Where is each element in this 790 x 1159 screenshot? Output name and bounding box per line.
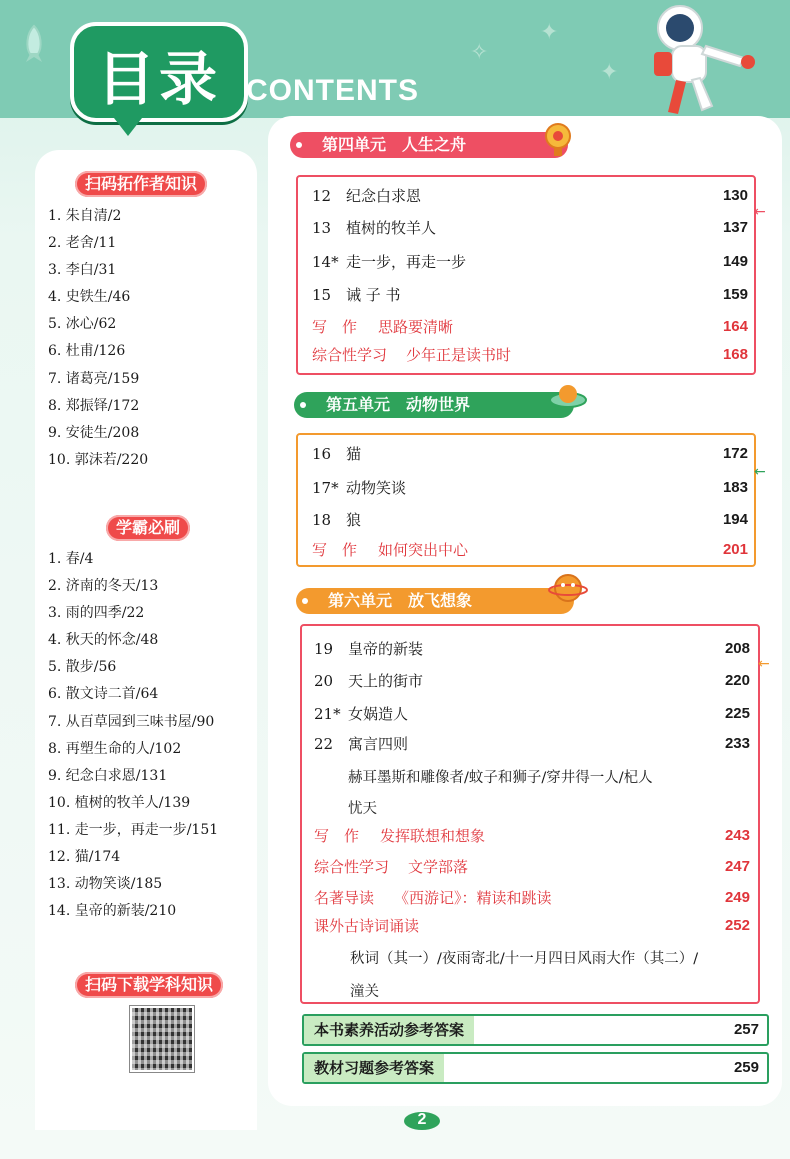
lesson-row[interactable] xyxy=(312,214,748,242)
unit-title: 人生之舟 xyxy=(402,135,467,154)
contents-subtitle: CONTENTS xyxy=(246,74,419,107)
scan-download-knowledge-label[interactable]: 扫码下载学科知识 xyxy=(75,972,223,998)
page-title: 目录 xyxy=(96,45,221,113)
top-student-practice-label[interactable]: 学霸必刷 xyxy=(106,515,190,541)
unit-4-header xyxy=(290,132,568,158)
scan-author-knowledge-label[interactable]: 扫码拓作者知识 xyxy=(75,171,207,197)
lesson-row[interactable] xyxy=(312,182,748,210)
list-item: 3. 雨的四季/22 xyxy=(48,605,145,622)
extra-label: 综合性学习 xyxy=(314,858,390,876)
extra-label: 写 作 xyxy=(314,827,360,845)
title-bubble xyxy=(70,22,248,122)
star-icon: ✦ xyxy=(600,60,619,85)
extra-label: 写 作 xyxy=(312,318,358,336)
unit-title: 放飞想象 xyxy=(408,591,473,610)
page-folio: 2 xyxy=(404,1112,440,1130)
list-item: 13. 动物笑谈/185 xyxy=(48,876,163,893)
page-number: 137 xyxy=(722,219,748,236)
lesson-number: 13 xyxy=(312,219,332,237)
classic-reading-row[interactable] xyxy=(314,884,750,912)
lesson-number: 14* xyxy=(312,253,339,271)
lesson-title: 天上的街市 xyxy=(348,672,424,690)
answer-row[interactable] xyxy=(302,1014,769,1046)
lesson-row[interactable] xyxy=(312,506,748,534)
unit-name: 第四单元 xyxy=(322,135,387,154)
lesson-row[interactable] xyxy=(312,474,748,502)
satellite-icon xyxy=(540,118,576,158)
lesson-number: 17* xyxy=(312,479,339,497)
writing-row[interactable] xyxy=(312,313,748,341)
list-item: 10. 植树的牧羊人/139 xyxy=(48,794,191,811)
list-item: 8. 再塑生命的人/102 xyxy=(48,740,182,757)
page-number: 225 xyxy=(724,705,750,722)
qr-code[interactable] xyxy=(130,1006,194,1072)
star-icon: ✦ xyxy=(540,20,559,45)
planet-icon xyxy=(548,568,588,610)
page-number: 243 xyxy=(724,827,750,844)
lesson-number: 19 xyxy=(314,640,334,658)
unit-5-header xyxy=(294,392,574,418)
page-number: 183 xyxy=(722,479,748,496)
list-item: 8. 郑振铎/172 xyxy=(48,397,140,414)
extra-title: 文学部落 xyxy=(408,858,469,876)
unit-title: 动物世界 xyxy=(406,395,471,414)
lesson-title: 走一步，再走一步 xyxy=(346,253,467,271)
extra-label: 综合性学习 xyxy=(312,346,388,364)
lesson-row[interactable] xyxy=(312,281,748,309)
writing-row[interactable] xyxy=(314,822,750,850)
extra-label: 写 作 xyxy=(312,541,358,559)
practice-list xyxy=(48,546,218,925)
page-number: 252 xyxy=(724,917,750,934)
list-item: 1. 春/4 xyxy=(48,551,94,567)
ufo-icon xyxy=(548,378,588,414)
list-item: 2. 济南的冬天/13 xyxy=(48,578,159,595)
list-item: 6. 杜甫/126 xyxy=(48,343,126,360)
lesson-row[interactable] xyxy=(314,635,750,663)
arrow-left-icon: ← xyxy=(754,464,766,480)
page-number: 164 xyxy=(722,318,748,335)
lesson-row[interactable] xyxy=(314,667,750,695)
extra-title: 少年正是读书时 xyxy=(406,346,512,364)
list-item: 14. 皇帝的新装/210 xyxy=(48,903,177,920)
page-number: 249 xyxy=(724,889,750,906)
author-list xyxy=(48,203,148,474)
lesson-number: 20 xyxy=(314,672,334,690)
page-number: 259 xyxy=(733,1059,759,1076)
page-number: 201 xyxy=(722,541,748,558)
answer-label: 本书素养活动参考答案 xyxy=(304,1016,474,1044)
rocket-icon xyxy=(12,22,56,66)
list-item: 9. 安徒生/208 xyxy=(48,424,140,441)
list-item: 2. 老舍/11 xyxy=(48,235,117,252)
lesson-number: 21* xyxy=(314,705,341,723)
lesson-title: 植树的牧羊人 xyxy=(346,219,437,237)
list-item: 12. 猫/174 xyxy=(48,849,121,866)
list-item: 6. 散文诗二首/64 xyxy=(48,686,159,703)
lesson-row[interactable] xyxy=(312,440,748,468)
list-item: 5. 散步/56 xyxy=(48,659,117,676)
lesson-title: 诫 子 书 xyxy=(346,286,401,304)
unit-name: 第六单元 xyxy=(328,591,393,610)
answer-row[interactable] xyxy=(302,1052,769,1084)
lesson-row[interactable] xyxy=(312,248,748,276)
comprehensive-study-row[interactable] xyxy=(314,853,750,881)
extra-poems-row[interactable] xyxy=(314,912,750,940)
lesson-number: 15 xyxy=(312,286,332,304)
list-item: 7. 从百草园到三味书屋/90 xyxy=(48,713,215,730)
list-item: 7. 诸葛亮/159 xyxy=(48,370,140,387)
lesson-title: 寓言四则 xyxy=(348,735,409,753)
page-number: 130 xyxy=(722,187,748,204)
poems-list-continued: 潼关 xyxy=(350,984,379,1000)
lesson-number: 22 xyxy=(314,735,334,753)
lesson-title: 狼 xyxy=(346,511,362,529)
unit-6-header xyxy=(296,588,574,614)
list-item: 5. 冰心/62 xyxy=(48,316,117,333)
extra-title: 发挥联想和想象 xyxy=(380,827,486,845)
extra-title: 《西游记》：精读和跳读 xyxy=(394,889,552,907)
extra-title: 如何突出中心 xyxy=(378,541,469,559)
list-item: 4. 史铁生/46 xyxy=(48,289,131,306)
page-number: 220 xyxy=(724,672,750,689)
fables-list: 赫耳墨斯和雕像者/蚊子和狮子/穿井得一人/杞人 xyxy=(348,770,653,786)
writing-row[interactable] xyxy=(312,536,748,564)
page-number: 149 xyxy=(722,253,748,270)
lesson-title: 动物笑谈 xyxy=(346,479,407,497)
page-number: 247 xyxy=(724,858,750,875)
fables-list-continued: 忧天 xyxy=(348,801,377,817)
lesson-row[interactable] xyxy=(314,730,750,758)
page-number: 257 xyxy=(733,1021,759,1038)
lesson-title: 纪念白求恩 xyxy=(346,187,422,205)
list-item: 11. 走一步，再走一步/151 xyxy=(48,821,219,838)
comprehensive-study-row[interactable] xyxy=(312,341,748,369)
extra-label: 课外古诗词诵读 xyxy=(314,917,420,935)
star-icon: ✧ xyxy=(470,40,489,65)
lesson-row[interactable] xyxy=(314,700,750,728)
lesson-title: 皇帝的新装 xyxy=(348,640,424,658)
page-number: 208 xyxy=(724,640,750,657)
page-number: 194 xyxy=(722,511,748,528)
lesson-title: 女娲造人 xyxy=(348,705,409,723)
answer-label: 教材习题参考答案 xyxy=(304,1054,444,1082)
list-item: 1. 朱自清/2 xyxy=(48,208,122,224)
page-number: 172 xyxy=(722,445,748,462)
page-number: 168 xyxy=(722,346,748,363)
astronaut-illustration xyxy=(640,0,790,120)
list-item: 9. 纪念白求恩/131 xyxy=(48,767,168,784)
list-item: 3. 李白/31 xyxy=(48,262,117,279)
lesson-number: 12 xyxy=(312,187,332,205)
list-item: 4. 秋天的怀念/48 xyxy=(48,632,159,649)
extra-title: 思路要清晰 xyxy=(378,318,454,336)
arrow-left-icon: ← xyxy=(754,204,766,220)
lesson-number: 18 xyxy=(312,511,332,529)
page-number: 233 xyxy=(724,735,750,752)
extra-label: 名著导读 xyxy=(314,889,375,907)
lesson-title: 猫 xyxy=(346,445,362,463)
arrow-left-icon: ← xyxy=(758,656,770,672)
poems-list: 秋词（其一）/夜雨寄北/十一月四日风雨大作（其二）/ xyxy=(350,951,699,967)
unit-name: 第五单元 xyxy=(326,395,391,414)
page-number: 159 xyxy=(722,286,748,303)
lesson-number: 16 xyxy=(312,445,332,463)
list-item: 10. 郭沫若/220 xyxy=(48,451,149,468)
